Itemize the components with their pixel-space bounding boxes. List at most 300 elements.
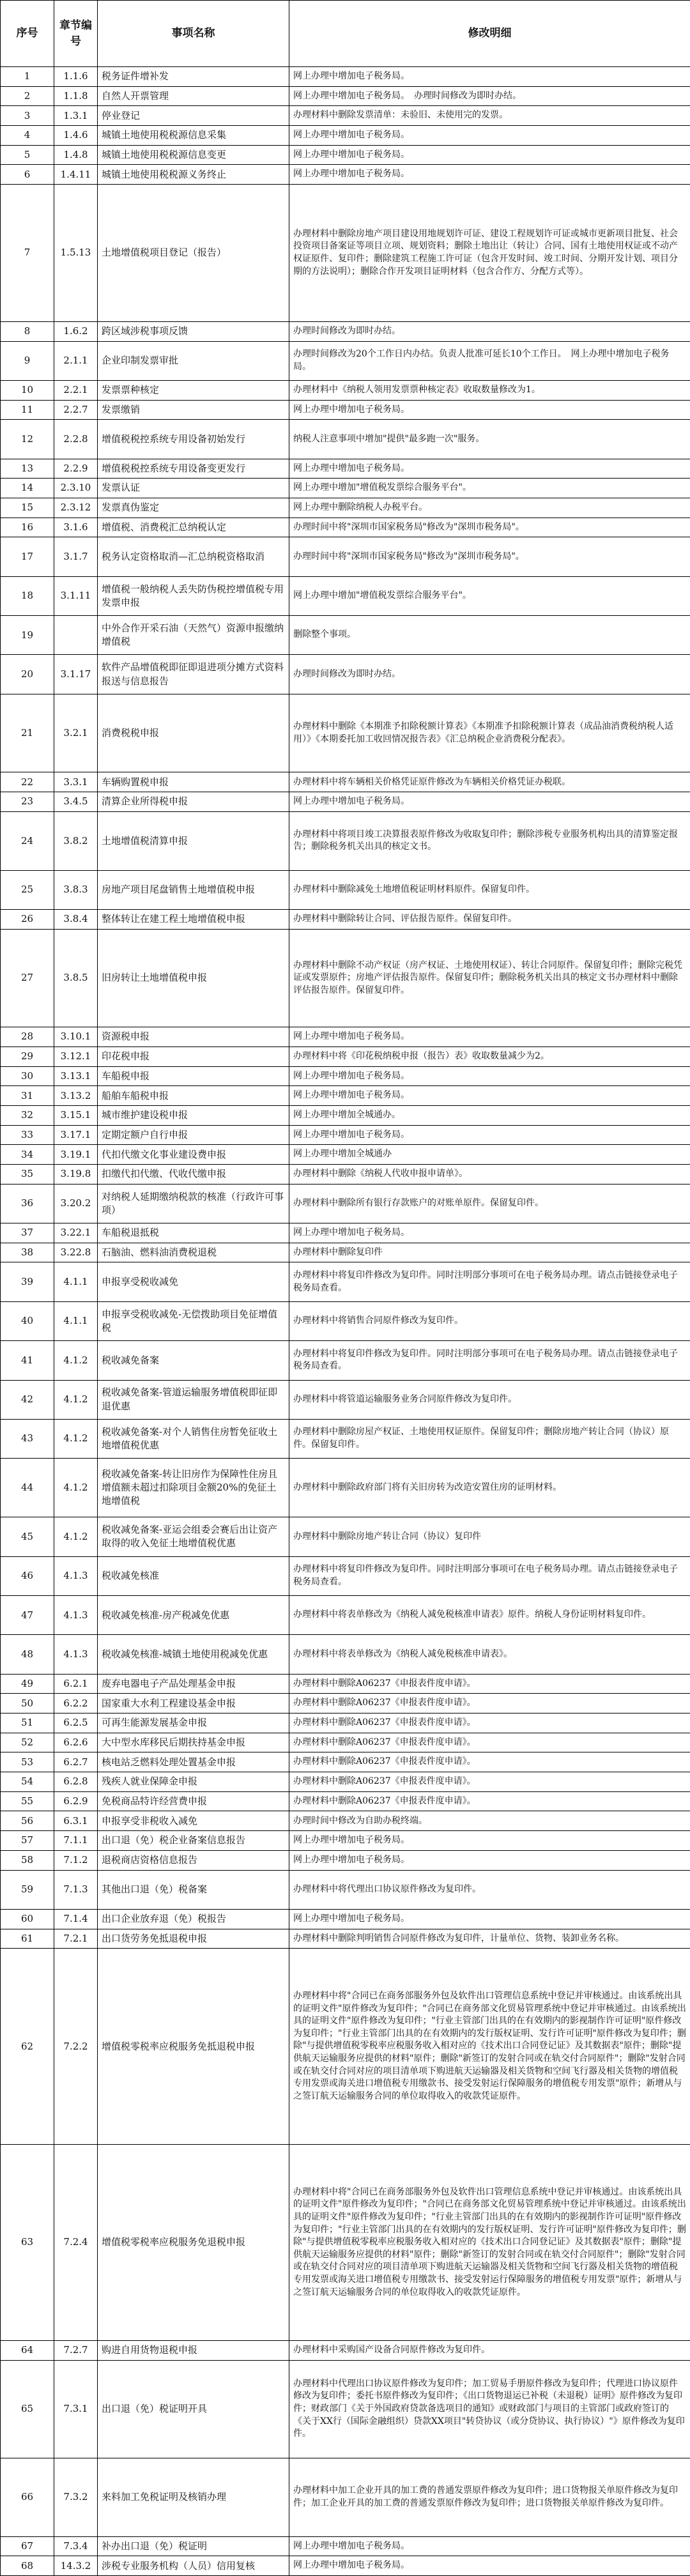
row-code-text: 1.1.6: [63, 70, 88, 82]
row-desc-text: 网上办理中增加全城通办。: [293, 1110, 401, 1121]
row-seq: [1, 67, 54, 87]
row-name-text: 土地增值税清算申报: [102, 834, 188, 847]
row-name-text: 软件产品增值税即征即退进项分摊方式资料报送与信息报告: [102, 661, 284, 687]
row-desc-text: 网上办理中增加电子税务局。: [293, 169, 410, 180]
row-desc: [289, 342, 690, 381]
row-seq-text: 51: [20, 1717, 34, 1729]
row-seq: [1, 146, 54, 165]
row-name: [98, 2556, 289, 2576]
row-name: [98, 792, 289, 812]
row-name: [98, 1596, 289, 1635]
row-name: [98, 381, 289, 401]
row-name: [98, 498, 289, 518]
row-seq-text: 39: [20, 1275, 34, 1287]
row-desc: [289, 1184, 690, 1223]
row-seq-text: 11: [20, 403, 34, 415]
row-code-text: 3.1.6: [63, 521, 88, 533]
row-seq: [1, 930, 54, 1027]
row-seq-text: 28: [20, 1031, 34, 1043]
row-code: [54, 1851, 98, 1871]
row-desc: [289, 1341, 690, 1380]
row-seq: [1, 1713, 54, 1733]
row-code-text: 4.1.1: [63, 1315, 88, 1327]
row-code: [54, 1126, 98, 1146]
row-desc-text: 网上办理中增加电子税务局。: [293, 1854, 410, 1865]
row-code-text: 1.1.8: [63, 89, 88, 102]
row-code-text: 3.4.5: [63, 795, 88, 808]
row-desc-text: 办理材料中删除判明销售合同原件修改为复印件，计量单位、货物、装卸业务名称。: [293, 1933, 624, 1943]
row-desc: [289, 792, 690, 812]
row-code: [54, 1243, 98, 1263]
row-desc: [289, 1067, 690, 1087]
row-seq-text: 36: [20, 1197, 34, 1209]
row-desc-text: 办理材料中删除《本期准予扣除税额计算表》《本期准予扣除税额计算表（成品油消费税纳税人适用）》《本期委托加工收回情况报告表》《汇总纳税企业消费税分配表》。: [293, 721, 673, 744]
row-code: [54, 146, 98, 165]
row-name: [98, 1243, 289, 1263]
row-seq: [1, 910, 54, 930]
row-name: [98, 537, 289, 576]
row-name-text: 房地产项目尾盘销售土地增值税申报: [102, 884, 256, 896]
row-code: [54, 537, 98, 576]
row-seq: [1, 420, 54, 459]
row-code-text: 3.22.1: [60, 1227, 91, 1239]
row-desc: [289, 2361, 690, 2458]
row-name: [98, 910, 289, 930]
row-seq: [1, 772, 54, 792]
row-desc: [289, 401, 690, 420]
row-name-text: 免税商品特许经营费申报: [102, 1795, 208, 1807]
row-code: [54, 871, 98, 910]
row-seq-text: 66: [20, 2491, 34, 2503]
row-seq: [1, 1067, 54, 1087]
row-desc: [289, 2458, 690, 2537]
row-code: [54, 2145, 98, 2341]
row-desc-text: 办理材料中将销售合同原件修改为复印件。: [293, 1315, 463, 1326]
row-code-text: 3.8.4: [63, 913, 88, 925]
row-name: [98, 1184, 289, 1223]
row-desc: [289, 1635, 690, 1674]
row-seq-text: 43: [20, 1432, 34, 1445]
row-seq-text: 54: [20, 1775, 34, 1788]
row-code: [54, 694, 98, 773]
header-name: 事项名称: [98, 1, 289, 67]
row-code-text: 7.3.1: [63, 2403, 88, 2415]
row-code: [54, 185, 98, 322]
row-seq-text: 44: [20, 1482, 34, 1494]
row-code-text: 1.3.1: [63, 109, 88, 121]
row-seq-text: 13: [20, 462, 34, 474]
row-seq: [1, 1459, 54, 1517]
row-code-text: 7.1.4: [63, 1913, 88, 1925]
row-code-text: 3.19.8: [60, 1168, 91, 1180]
row-code-text: 3.8.5: [63, 972, 88, 984]
row-code: [54, 655, 98, 694]
row-seq-text: 2: [24, 89, 31, 102]
row-desc-text: 办理材料中加工企业开具的加工费的普通发票原件修改为复印件；进口货物报关单原件修改为复印件；加工企业开具的加工费的普通发票原件修改为复印件；进口货物报关单原件修改为复印件。: [293, 2485, 678, 2508]
row-code-text: 4.1.3: [63, 1609, 88, 1621]
row-code: [54, 342, 98, 381]
row-name-text: 增值税税控系统专用设备变更发行: [102, 462, 246, 474]
row-name-text: 定期定额户自行申报: [102, 1128, 188, 1140]
row-desc: [289, 1949, 690, 2145]
row-name-text: 企业印制发票审批: [102, 355, 179, 367]
row-desc-text: 办理材料中将代理出口协议原件修改为复印件。: [293, 1883, 481, 1894]
row-desc: [289, 1517, 690, 1556]
row-seq: [1, 126, 54, 146]
row-seq-text: 26: [20, 913, 34, 925]
row-seq: [1, 1694, 54, 1713]
row-code-text: 14.3.2: [60, 2559, 91, 2572]
row-seq-text: 9: [24, 355, 31, 367]
row-name: [98, 2145, 289, 2341]
row-code-text: 7.2.2: [63, 2040, 88, 2052]
row-name-text: 车船税退抵税: [102, 1227, 160, 1239]
row-seq-text: 52: [20, 1736, 34, 1748]
row-desc: [289, 381, 690, 401]
row-code: [54, 1694, 98, 1713]
row-name: [98, 1733, 289, 1753]
row-desc: [289, 1223, 690, 1243]
row-code: [54, 1145, 98, 1165]
row-desc: [289, 1165, 690, 1184]
row-code-text: 3.3.1: [63, 776, 88, 788]
row-code: [54, 479, 98, 498]
row-name-text: 增值税零税率应税服务免退税申报: [102, 2236, 246, 2248]
row-seq-text: 37: [20, 1227, 34, 1239]
row-seq-text: 24: [20, 834, 34, 847]
row-seq-text: 46: [20, 1570, 34, 1582]
row-code: [54, 1067, 98, 1087]
row-name: [98, 1635, 289, 1674]
row-code: [54, 616, 98, 655]
row-desc-text: 办理材料中删除A06237《申报表件度申请》。: [293, 1795, 476, 1806]
row-name-text: 其他出口退（免）税备案: [102, 1883, 208, 1896]
row-code-text: 1.6.2: [63, 325, 88, 337]
row-desc-text: 办理材料中删除《纳税人代收申报申请单》。: [293, 1169, 468, 1179]
row-seq: [1, 1851, 54, 1871]
row-desc-text: 网上办理中增加电子税务局。 办理时间修改为即时办结。: [293, 90, 521, 101]
row-name: [98, 87, 289, 107]
row-code-text: 2.2.9: [63, 462, 88, 474]
row-desc: [289, 537, 690, 576]
row-seq: [1, 2458, 54, 2537]
row-seq-text: 61: [20, 1932, 34, 1944]
row-name: [98, 67, 289, 87]
row-seq: [1, 1792, 54, 1812]
row-code: [54, 322, 98, 342]
row-code: [54, 910, 98, 930]
row-desc-text: 办理材料中删除减免土地增值税证明材料原件。保留复印件。: [293, 884, 535, 895]
row-desc-text: 办理材料中将《印花税纳税申报（报告）表》收取数量减少为2。: [293, 1051, 549, 1062]
row-name-text: 残疾人就业保障金申报: [102, 1775, 198, 1788]
row-seq: [1, 2361, 54, 2458]
row-name-text: 土地增值税项目登记（报告）: [102, 247, 227, 259]
row-desc: [289, 1694, 690, 1713]
row-desc: [289, 1752, 690, 1772]
row-code: [54, 1929, 98, 1949]
row-code-text: 2.2.1: [63, 384, 88, 396]
row-code-text: 3.22.8: [60, 1246, 91, 1258]
row-desc-text: 办理材料中《纳税人领用发票票种核定表》收取数量修改为1。: [293, 384, 540, 395]
row-seq: [1, 1831, 54, 1851]
row-seq: [1, 106, 54, 126]
row-desc-text: 办理材料中将管道运输服务业务合同原件修改为复印件。: [293, 1393, 517, 1404]
row-name-text: 发票真伪鉴定: [102, 502, 160, 514]
row-seq-text: 30: [20, 1070, 34, 1082]
row-code-text: 6.2.9: [63, 1795, 88, 1807]
row-name-text: 税收减免备案-亚运会组委会赛后出让资产取得的收入免征土地增值税优惠: [102, 1524, 278, 1549]
row-desc-text: 办理材料中删除A06237《申报表件度申请》。: [293, 1678, 476, 1689]
row-name: [98, 2458, 289, 2537]
row-seq-text: 21: [20, 726, 34, 739]
row-desc-text: 办理材料中删除A06237《申报表件度申请》。: [293, 1756, 476, 1767]
row-code: [54, 1949, 98, 2145]
row-desc: [289, 146, 690, 165]
row-name: [98, 655, 289, 694]
row-code: [54, 2537, 98, 2557]
row-name: [98, 146, 289, 165]
row-seq-text: 35: [20, 1168, 34, 1180]
row-seq-text: 31: [20, 1089, 34, 1101]
row-code-text: 3.13.2: [60, 1089, 91, 1101]
row-desc: [289, 2341, 690, 2361]
row-desc-text: 网上办理中增加电子税务局。: [293, 1031, 410, 1042]
row-code: [54, 2361, 98, 2458]
row-seq: [1, 381, 54, 401]
row-desc-text: 办理材料中删除发票清单：未验旧、未使用完的发票。: [293, 110, 508, 121]
row-name-text: 涉税专业服务机构（人员）信用复核: [102, 2559, 256, 2572]
row-desc-text: 办理材料中删除房地产转让合同（协议）复印件: [293, 1531, 481, 1542]
row-desc: [289, 1027, 690, 1047]
row-seq: [1, 1420, 54, 1459]
row-name-text: 申报享受非税收入减免: [102, 1814, 198, 1827]
row-desc-text: 办理材料中将复印件修改为复印件。同时注明部分事项可在电子税务局办理。请点击链接登录电子税务局查看。: [293, 1348, 678, 1372]
row-seq-text: 6: [24, 168, 31, 180]
row-seq: [1, 2341, 54, 2361]
row-name-text: 税务认定资格取消—汇总纳税资格取消: [102, 550, 265, 562]
row-code: [54, 792, 98, 812]
row-code: [54, 1675, 98, 1694]
row-desc-text: 办理材料中将复印件修改为复印件。同时注明部分事项可在电子税务局办理。请点击链接登录电子税务局查看。: [293, 1564, 678, 1587]
row-seq-text: 41: [20, 1354, 34, 1366]
row-seq-text: 65: [20, 2403, 34, 2415]
row-desc: [289, 2556, 690, 2576]
row-code-text: 2.2.8: [63, 433, 88, 445]
row-seq-text: 25: [20, 884, 34, 896]
row-name: [98, 1713, 289, 1733]
row-seq: [1, 518, 54, 538]
row-name-text: 废弃电器电子产品处理基金申报: [102, 1677, 236, 1689]
row-seq: [1, 459, 54, 479]
row-name: [98, 1929, 289, 1949]
row-seq-text: 12: [20, 433, 34, 445]
row-desc-text: 办理材料中采购国产设备合同原件修改为复印件。: [293, 2344, 490, 2355]
row-name-text: 可再生能源发展基金申报: [102, 1717, 208, 1729]
row-desc-text: 网上办理中增加电子税务局。: [293, 1129, 410, 1140]
row-code: [54, 812, 98, 871]
row-name-text: 税收减免备案-转让旧房作为保障性住房且增值额未超过扣除项目金额20%的免征土地增值税: [102, 1468, 278, 1507]
row-seq-text: 64: [20, 2344, 34, 2356]
row-desc: [289, 2145, 690, 2341]
row-desc-text: 办理材料中删除A06237《申报表件度申请》。: [293, 1717, 476, 1728]
row-name: [98, 694, 289, 773]
row-seq: [1, 1949, 54, 2145]
row-code: [54, 401, 98, 420]
row-desc-text: 网上办理中增加电子税务局。: [293, 1227, 410, 1238]
row-code: [54, 1420, 98, 1459]
row-seq-text: 68: [20, 2559, 34, 2572]
row-name-text: 出口企业放弃退（免）税报告: [102, 1913, 227, 1925]
row-desc: [289, 616, 690, 655]
row-desc-text: 办理材料中删除房地产项目建设用地规划许可证、建设工程规划许可证或城市更新项目批复、社会投资项目备案证等项目立项、规划资料；删除土地出让（转让）合同、国有土地使用权证或不动产权证原件、复印件；删除建筑工程施工许可证（包含开发时间、竣工时间、分期开发计划、项目分期的方法说明）；删除合作开发项目证明材料（包含合作方、分配方式等）。: [293, 228, 678, 277]
row-seq-text: 58: [20, 1854, 34, 1866]
row-name-text: 购进自用货物退税申报: [102, 2344, 198, 2356]
row-desc-text: 网上办理中增加"增值税发票综合服务平台"。: [293, 482, 471, 493]
row-desc: [289, 577, 690, 616]
row-desc: [289, 1243, 690, 1263]
row-name: [98, 1851, 289, 1871]
row-name: [98, 459, 289, 479]
row-name-text: 申报享受税收减免: [102, 1275, 179, 1287]
row-code: [54, 1811, 98, 1831]
row-desc-text: 办理材料中删除政府部门将有关旧房转为改造安置住房的证明材料。: [293, 1482, 562, 1492]
row-desc-text: 办理材料中将表单修改为《纳税人减免税核准申请表》。: [293, 1648, 512, 1659]
row-name-text: 代扣代缴文化事业建设费申报: [102, 1148, 227, 1160]
row-seq: [1, 1086, 54, 1106]
row-code: [54, 1302, 98, 1341]
row-name-text: 城市维护建设税申报: [102, 1109, 188, 1121]
row-desc: [289, 1713, 690, 1733]
row-desc: [289, 1302, 690, 1341]
row-code-text: 3.10.1: [60, 1031, 91, 1043]
row-seq-text: 29: [20, 1050, 34, 1062]
row-desc: [289, 1557, 690, 1596]
row-code-text: 4.1.2: [63, 1530, 88, 1542]
row-desc: [289, 1831, 690, 1851]
row-seq-text: 5: [24, 148, 31, 160]
row-desc: [289, 910, 690, 930]
row-code-text: 6.2.2: [63, 1697, 88, 1709]
row-seq: [1, 2556, 54, 2576]
row-desc-text: 网上办理中删除纳税人办税平台。: [293, 502, 427, 512]
row-seq: [1, 655, 54, 694]
row-code-text: 7.1.3: [63, 1883, 88, 1896]
row-desc-text: 网上办理中增加电子税务局。: [293, 71, 410, 82]
row-seq: [1, 1145, 54, 1165]
row-desc: [289, 518, 690, 538]
row-seq: [1, 1027, 54, 1047]
row-code-text: 2.1.1: [63, 355, 88, 367]
row-name: [98, 106, 289, 126]
row-name-text: 自然人开票管理: [102, 89, 169, 102]
row-desc: [289, 1871, 690, 1910]
row-code: [54, 87, 98, 107]
row-name: [98, 577, 289, 616]
row-name: [98, 420, 289, 459]
row-seq: [1, 1262, 54, 1301]
row-name: [98, 1381, 289, 1420]
row-seq: [1, 1302, 54, 1341]
row-seq: [1, 401, 54, 420]
row-desc-text: 办理材料中将表单修改为《纳税人减免税核准申请表》原件。纳税人身份证明材料复印件。: [293, 1609, 651, 1620]
row-seq: [1, 537, 54, 576]
row-code-text: 7.2.1: [63, 1932, 88, 1944]
row-seq-text: 27: [20, 972, 34, 984]
row-desc: [289, 106, 690, 126]
row-code-text: 3.1.11: [60, 590, 91, 602]
row-name-text: 扣缴代扣代缴、代收代缴申报: [102, 1168, 227, 1180]
row-desc-text: 办理材料中删除房屋产权证、土地使用权证原件。保留复印件；删除房地产转让合同（协议）原件。保留复印件。: [293, 1427, 669, 1450]
row-code-text: 2.2.7: [63, 403, 88, 415]
row-name-text: 出口退（免）税企业备案信息报告: [102, 1834, 246, 1846]
row-code-text: 4.1.3: [63, 1570, 88, 1582]
row-name: [98, 2537, 289, 2557]
row-code-text: 7.2.7: [63, 2344, 88, 2356]
row-name-text: 资源税申报: [102, 1031, 150, 1043]
row-name-text: 城镇土地使用税税源义务终止: [102, 168, 227, 180]
row-desc: [289, 1675, 690, 1694]
row-seq: [1, 1733, 54, 1753]
row-name: [98, 1067, 289, 1087]
row-name-text: 国家重大水利工程建设基金申报: [102, 1697, 236, 1709]
row-code: [54, 1831, 98, 1851]
row-name-text: 退税商店资格信息报告: [102, 1854, 198, 1866]
row-name-text: 发票认证: [102, 482, 141, 494]
row-desc-text: 办理材料中删除转让合同、评估报告原件。保留复印件。: [293, 914, 517, 924]
row-name: [98, 1694, 289, 1713]
row-code: [54, 1733, 98, 1753]
row-name-text: 税收减免核准: [102, 1570, 160, 1582]
row-name-text: 税务证件增补发: [102, 70, 169, 82]
row-name: [98, 1341, 289, 1380]
row-code: [54, 1910, 98, 1929]
row-seq-text: 53: [20, 1756, 34, 1768]
row-name: [98, 1792, 289, 1812]
row-name: [98, 1871, 289, 1910]
row-seq-text: 17: [20, 550, 34, 562]
row-name: [98, 1557, 289, 1596]
row-seq: [1, 1635, 54, 1674]
row-seq-text: 56: [20, 1814, 34, 1827]
row-name-text: 发票缴销: [102, 403, 141, 415]
row-name-text: 出口退（免）税证明开具: [102, 2403, 208, 2415]
row-seq: [1, 694, 54, 773]
row-desc: [289, 420, 690, 459]
row-desc-text: 办理材料中代理出口协议原件修改为复印件；加工贸易手册原件修改为复印件；代理进口协议原件修改为复印件；委托书原件修改为复印件；《出口货物退运已补税（未退税）证明》原件修改为复印件；财政部门《关于外国政府贷款备选项目的通知》或财政部门与项目的主管部门或政府签订的《关于XX行（国际金融组织）贷款XX项目"转贷协议（或分贷协议、执行协议）"》原件修改为复印件。: [293, 2378, 685, 2439]
row-name-text: 停业登记: [102, 109, 141, 121]
row-seq-text: 59: [20, 1883, 34, 1896]
row-name: [98, 930, 289, 1027]
row-code: [54, 1713, 98, 1733]
row-code-text: 7.2.4: [63, 2236, 88, 2248]
row-seq: [1, 1126, 54, 1146]
row-code-text: 4.1.2: [63, 1393, 88, 1406]
row-seq-text: 23: [20, 795, 34, 808]
row-name: [98, 1145, 289, 1165]
row-name: [98, 1811, 289, 1831]
row-code-text: 2.3.10: [60, 482, 91, 494]
row-desc-text: 办理材料中将复印件修改为复印件。同时注明部分事项可在电子税务局办理。请点击链接登录电子税务局查看。: [293, 1270, 678, 1293]
row-desc-text: 办理时间中将"深圳市国家税务局"修改为"深圳市税务局"。: [293, 521, 525, 532]
row-seq-text: 63: [20, 2236, 34, 2248]
row-desc: [289, 1733, 690, 1753]
row-desc-text: 网上办理中增加电子税务局。: [293, 1090, 410, 1101]
row-desc: [289, 2537, 690, 2557]
row-name: [98, 1420, 289, 1459]
row-seq: [1, 1106, 54, 1126]
row-desc: [289, 871, 690, 910]
row-code: [54, 381, 98, 401]
